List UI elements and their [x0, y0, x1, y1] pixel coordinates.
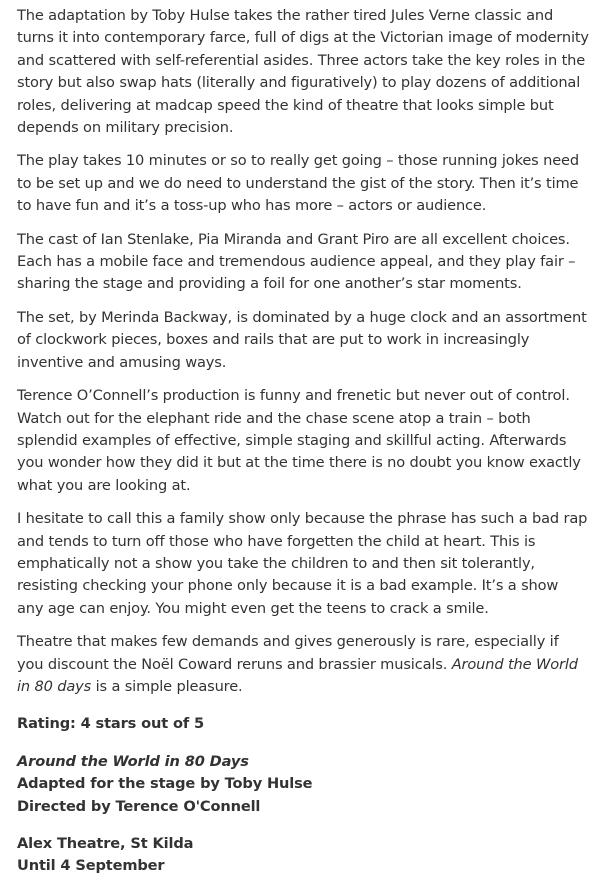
- paragraph-production: Terence O’Connell’s production is funny and frenetic but never out of control. Watch out for the elephant ride and the chase scene atop a train – both splendid examples of effective, simple staging and skillful acting. Afterwards you wonder how they did it but at the time there is no doubt you know exactly what you are looking at.: [17, 387, 581, 494]
- rating-line: Rating: 4 stars out of 5: [17, 715, 205, 733]
- venue-dates: Until 4 September: [17, 857, 165, 875]
- paragraph-closing: [17, 631, 589, 698]
- paragraph-adaptation: The adaptation by Toby Hulse takes the rather tired Jules Verne classic and turns it into contemporary farce, full of digs at the Victorian image of modernity and scattered with self-referential asides. Three actors take the key roles in the story but also swap hats (literally and figuratively) to play dozens of additional roles, delivering at madcap speed the kind of theatre that looks simple but depends on military precision.: [17, 7, 589, 137]
- credits-block: [17, 751, 589, 818]
- paragraph-pacing: The play takes 10 minutes or so to really get going – those running jokes need to be set up and we do need to understand the gist of the story. Then it’s time to have fun and it’s a toss-up who has more – actors or audience.: [17, 152, 579, 215]
- paragraph-set: The set, by Merinda Backway, is dominated by a huge clock and an assortment of clockwork pieces, boxes and rails that are put to work in increasingly inventive and amusing ways.: [17, 308, 587, 371]
- closing-text-before: Theatre that makes few demands and gives generously is rare, especially if you discount the Noël Coward reruns and brassier musicals.: [17, 633, 559, 673]
- credits-directed-by: Directed by Terence O'Connell: [17, 797, 261, 815]
- closing-text-after: is a simple pleasure.: [91, 677, 243, 695]
- venue-block: [17, 833, 589, 878]
- credits-adapted-by: Adapted for the stage by Toby Hulse: [17, 775, 313, 793]
- paragraph-family-show: I hesitate to call this a family show only because the phrase has such a bad rap and tends to turn off those who have forgetten the child at heart. This is emphatically not a show you take the children to and then sit tolerantly, resisting checking your phone only because it is a bad example. It’s a show any age can enjoy. You might even get the teens to crack a smile.: [17, 510, 588, 617]
- credits-show-title: Around the World in 80 Days: [17, 752, 249, 770]
- closing-show-title: Around the World in 80 days: [17, 655, 578, 695]
- venue-location: Alex Theatre, St Kilda: [17, 835, 194, 852]
- paragraph-cast: The cast of Ian Stenlake, Pia Miranda and Grant Piro are all excellent choices. Each has a mobile face and tremendous audience appeal, and they play fair – sharing the stage and providing a foil for one another’s star moments.: [17, 230, 576, 293]
